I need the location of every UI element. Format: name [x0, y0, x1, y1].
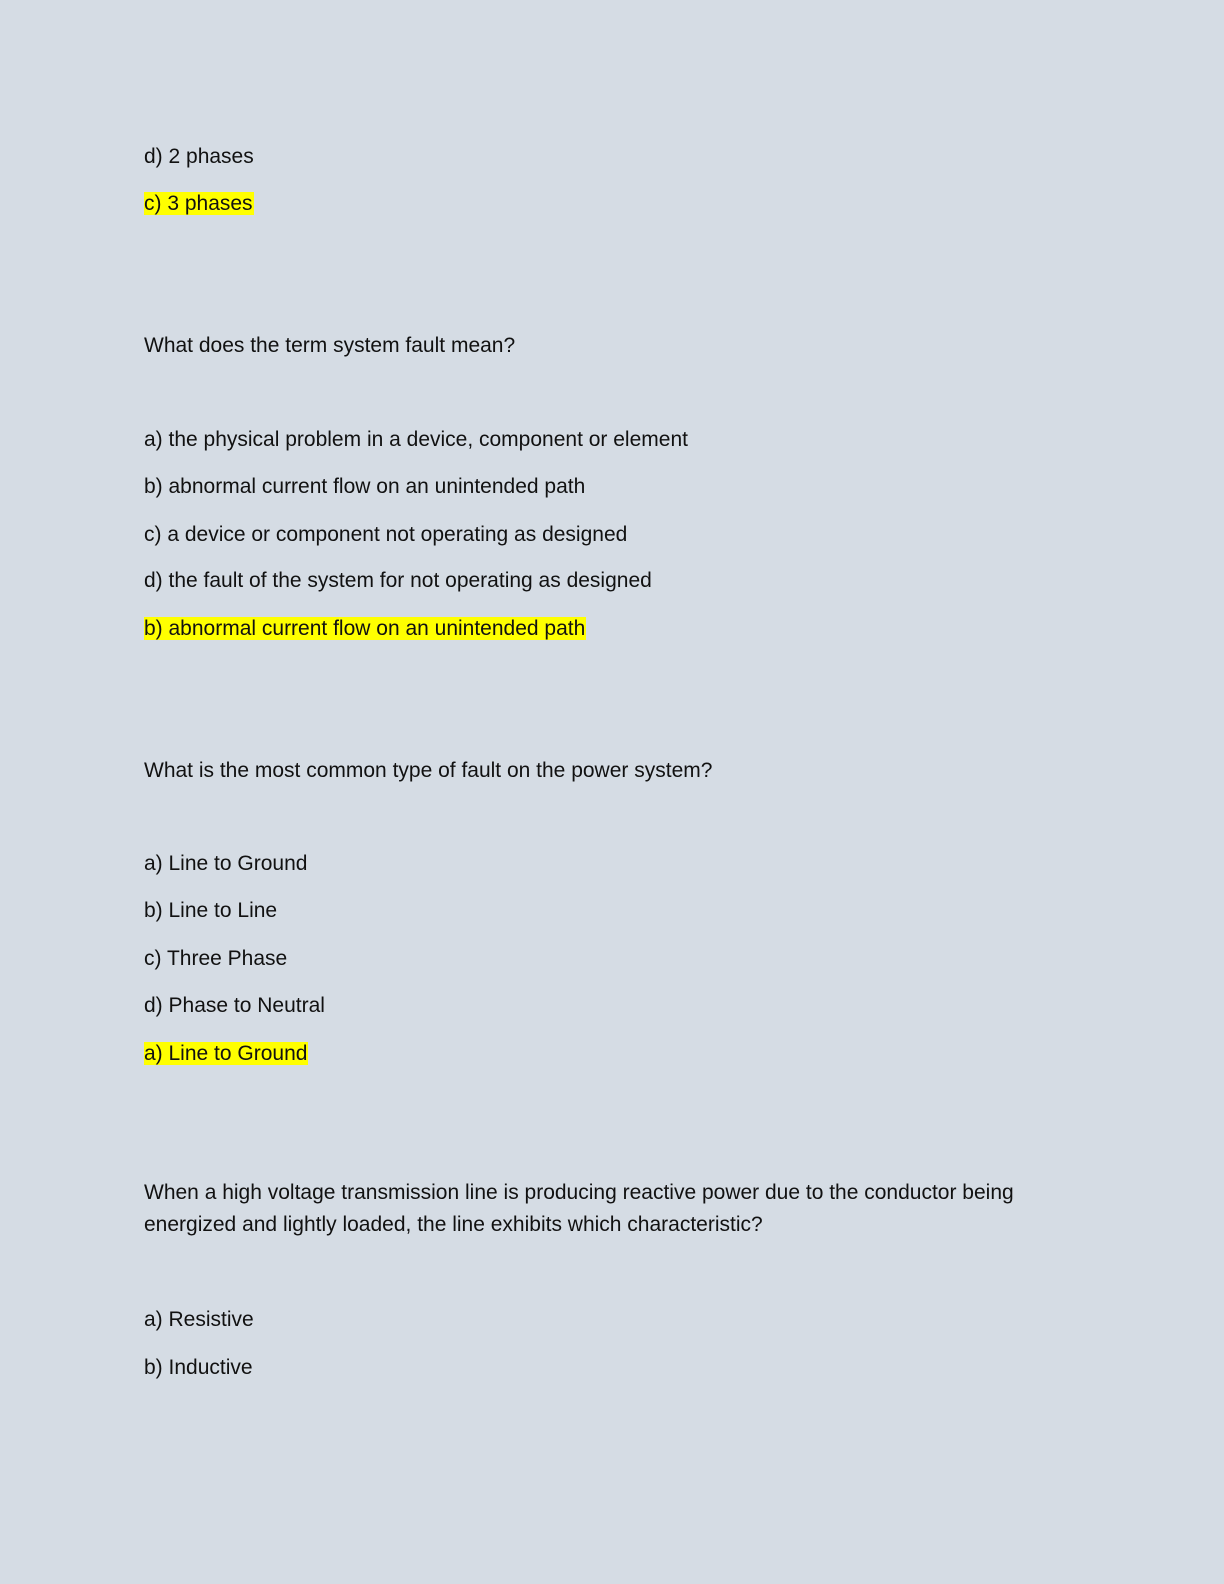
prev-option-d: d) 2 phases — [144, 145, 254, 168]
answer-highlight: b) abnormal current flow on an unintended path — [144, 617, 586, 640]
answer-highlight: c) 3 phases — [144, 192, 253, 215]
question-1-answer — [144, 615, 586, 643]
question-2-answer — [144, 1040, 308, 1068]
question-2-option-d: d) Phase to Neutral — [144, 994, 325, 1017]
question-2-text: What is the most common type of fault on the power system? — [144, 759, 713, 782]
question-1-option-c: c) a device or component not operating as designed — [144, 523, 628, 546]
question-2-option-a: a) Line to Ground — [144, 852, 308, 875]
prev-answer — [144, 190, 254, 218]
question-1-text: What does the term system fault mean? — [144, 334, 516, 357]
question-1-option-b: b) abnormal current flow on an unintended path — [144, 475, 586, 498]
question-1-option-d: d) the fault of the system for not operating as designed — [144, 569, 652, 592]
question-2-option-c: c) Three Phase — [144, 947, 288, 970]
question-2-option-b: b) Line to Line — [144, 899, 278, 922]
question-1-option-a: a) the physical problem in a device, component or element — [144, 428, 688, 451]
question-3-option-a: a) Resistive — [144, 1308, 254, 1331]
answer-highlight: a) Line to Ground — [144, 1042, 308, 1065]
question-3-option-b: b) Inductive — [144, 1356, 253, 1379]
question-3-text: When a high voltage transmission line is producing reactive power due to the conductor being energized and lightly loaded, the line exhibits which characteristic? — [144, 1181, 1014, 1236]
